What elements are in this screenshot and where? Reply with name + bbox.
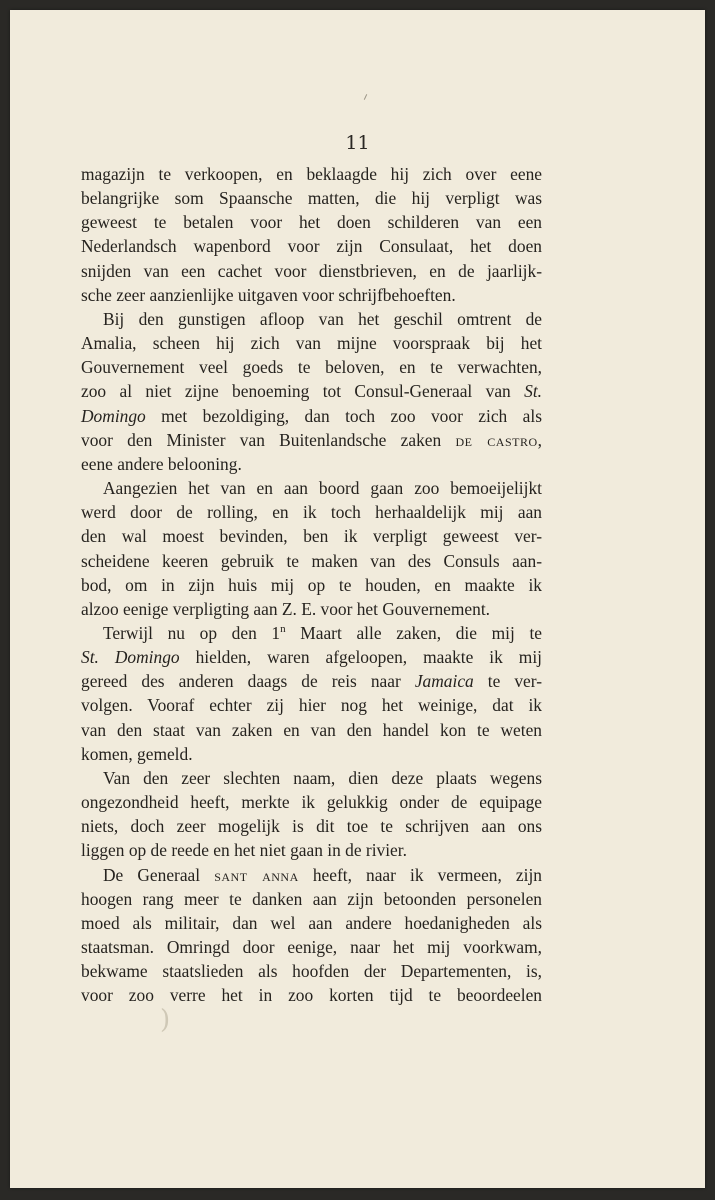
text-line xyxy=(81,404,542,428)
text-run: met bezoldiging, dan toch zoo voor zich als xyxy=(145,405,542,426)
text-run: Maart alle zaken, die mij te xyxy=(285,622,543,643)
paragraph-5 xyxy=(81,766,542,863)
text-run: Terwijl nu op den 1 xyxy=(103,622,281,643)
text-line xyxy=(81,645,542,669)
italic-place-name: St. Domingo xyxy=(81,647,180,668)
text-line xyxy=(81,863,542,887)
text-line: Bij den gunstigen afloop van het geschil omtrent de xyxy=(103,308,542,329)
text-line: moed als militair, dan wel aan andere hoedanigheden als xyxy=(81,912,542,933)
text-line xyxy=(81,621,542,645)
superscript: n xyxy=(280,623,286,636)
text-run: gereed des anderen daags de reis naar xyxy=(81,671,415,692)
text-line: magazijn te verkoopen, en beklaagde hij zich over eene xyxy=(81,164,542,184)
text-line: Amalia, scheen hij zich van mijne voorspraak bij het xyxy=(81,333,542,354)
text-line: Gouvernement veel goeds te beloven, en te verwachten, xyxy=(81,357,542,378)
text-line: eene andere belooning. xyxy=(81,453,242,474)
text-line: snijden van een cachet voor dienstbrieven, en de jaarlijk- xyxy=(81,260,542,281)
text-line: van den staat van zaken en van den handel kon te weten xyxy=(81,719,542,740)
text-line: den wal moest bevinden, ben ik verpligt geweest ver- xyxy=(81,526,542,547)
italic-place-name: St. xyxy=(524,381,542,402)
text-line xyxy=(81,428,542,452)
text-line: alzoo eenige verpligting aan Z. E. voor het Gouvernement. xyxy=(81,598,491,619)
paragraph-6 xyxy=(81,863,542,1008)
paper-speck xyxy=(364,94,367,100)
paragraph-3 xyxy=(81,476,542,621)
text-line: sche zeer aanzienlijke uitgaven voor schrijfbehoeften. xyxy=(81,284,456,305)
faint-parenthesis-mark: ) xyxy=(160,1005,171,1035)
italic-place-name: Jamaica xyxy=(414,671,474,692)
text-line: belangrijke som Spaansche matten, die hij verpligt was xyxy=(81,188,542,209)
text-line: staatsman. Omringd door eenige, naar het mij voorkwam, xyxy=(81,937,542,957)
text-line xyxy=(81,669,542,693)
text-line: werd door de rolling, en ik toch herhaaldelijk mij aan xyxy=(81,502,542,523)
text-line: voor zoo verre het in zoo korten tijd te beoordeelen xyxy=(81,985,542,1006)
text-line: Van den zeer slechten naam, dien deze plaats wegens xyxy=(103,767,542,788)
text-line: geweest te betalen voor het doen schilderen van een xyxy=(81,212,542,233)
body-text xyxy=(81,162,542,1007)
small-caps-name: sant anna xyxy=(214,864,299,885)
text-line: Aangezien het van en aan boord gaan zoo bemoeijelijkt xyxy=(103,478,542,499)
page-number: 11 xyxy=(345,132,370,154)
text-line: komen, gemeld. xyxy=(81,743,193,764)
text-line: scheidene keeren gebruik te maken van des Consuls aan- xyxy=(81,550,542,571)
text-line: hoogen rang meer te danken aan zijn betoonden personelen xyxy=(81,888,542,909)
paragraph-2 xyxy=(81,307,542,476)
text-line: niets, doch zeer mogelijk is dit toe te schrijven aan ons xyxy=(81,816,542,837)
italic-place-name: Domingo xyxy=(81,405,146,426)
text-line: Nederlandsch wapenbord voor zijn Consulaat, het doen xyxy=(81,236,542,257)
paragraph-1 xyxy=(81,162,542,307)
text-line: liggen op de reede en het niet gaan in de rivier. xyxy=(81,840,407,861)
text-line: bod, om in zijn huis mij op te houden, en maakte ik xyxy=(81,574,542,595)
text-run: voor den Minister van Buitenlandsche zaken xyxy=(81,429,456,450)
text-run: heeft, naar ik vermeen, zijn xyxy=(298,864,542,885)
text-line: bekwame staatslieden als hoofden der Departementen, is, xyxy=(81,961,542,982)
text-run: De Generaal xyxy=(103,864,215,885)
text-run: te ver- xyxy=(473,671,542,692)
text-run: hielden, waren afgeloopen, maakte ik mij xyxy=(179,647,542,668)
text-run: zoo al niet zijne benoeming tot Consul-Generaal van xyxy=(81,381,525,402)
paragraph-4 xyxy=(81,621,542,766)
book-page xyxy=(10,10,705,1188)
small-caps-name: de castro xyxy=(455,429,538,450)
text-line xyxy=(81,379,542,403)
text-line: ongezondheid heeft, merkte ik gelukkig onder de equipage xyxy=(81,792,542,813)
text-run: , xyxy=(537,429,543,450)
text-line: volgen. Vooraf echter zij hier nog het weinige, dat ik xyxy=(81,695,542,716)
